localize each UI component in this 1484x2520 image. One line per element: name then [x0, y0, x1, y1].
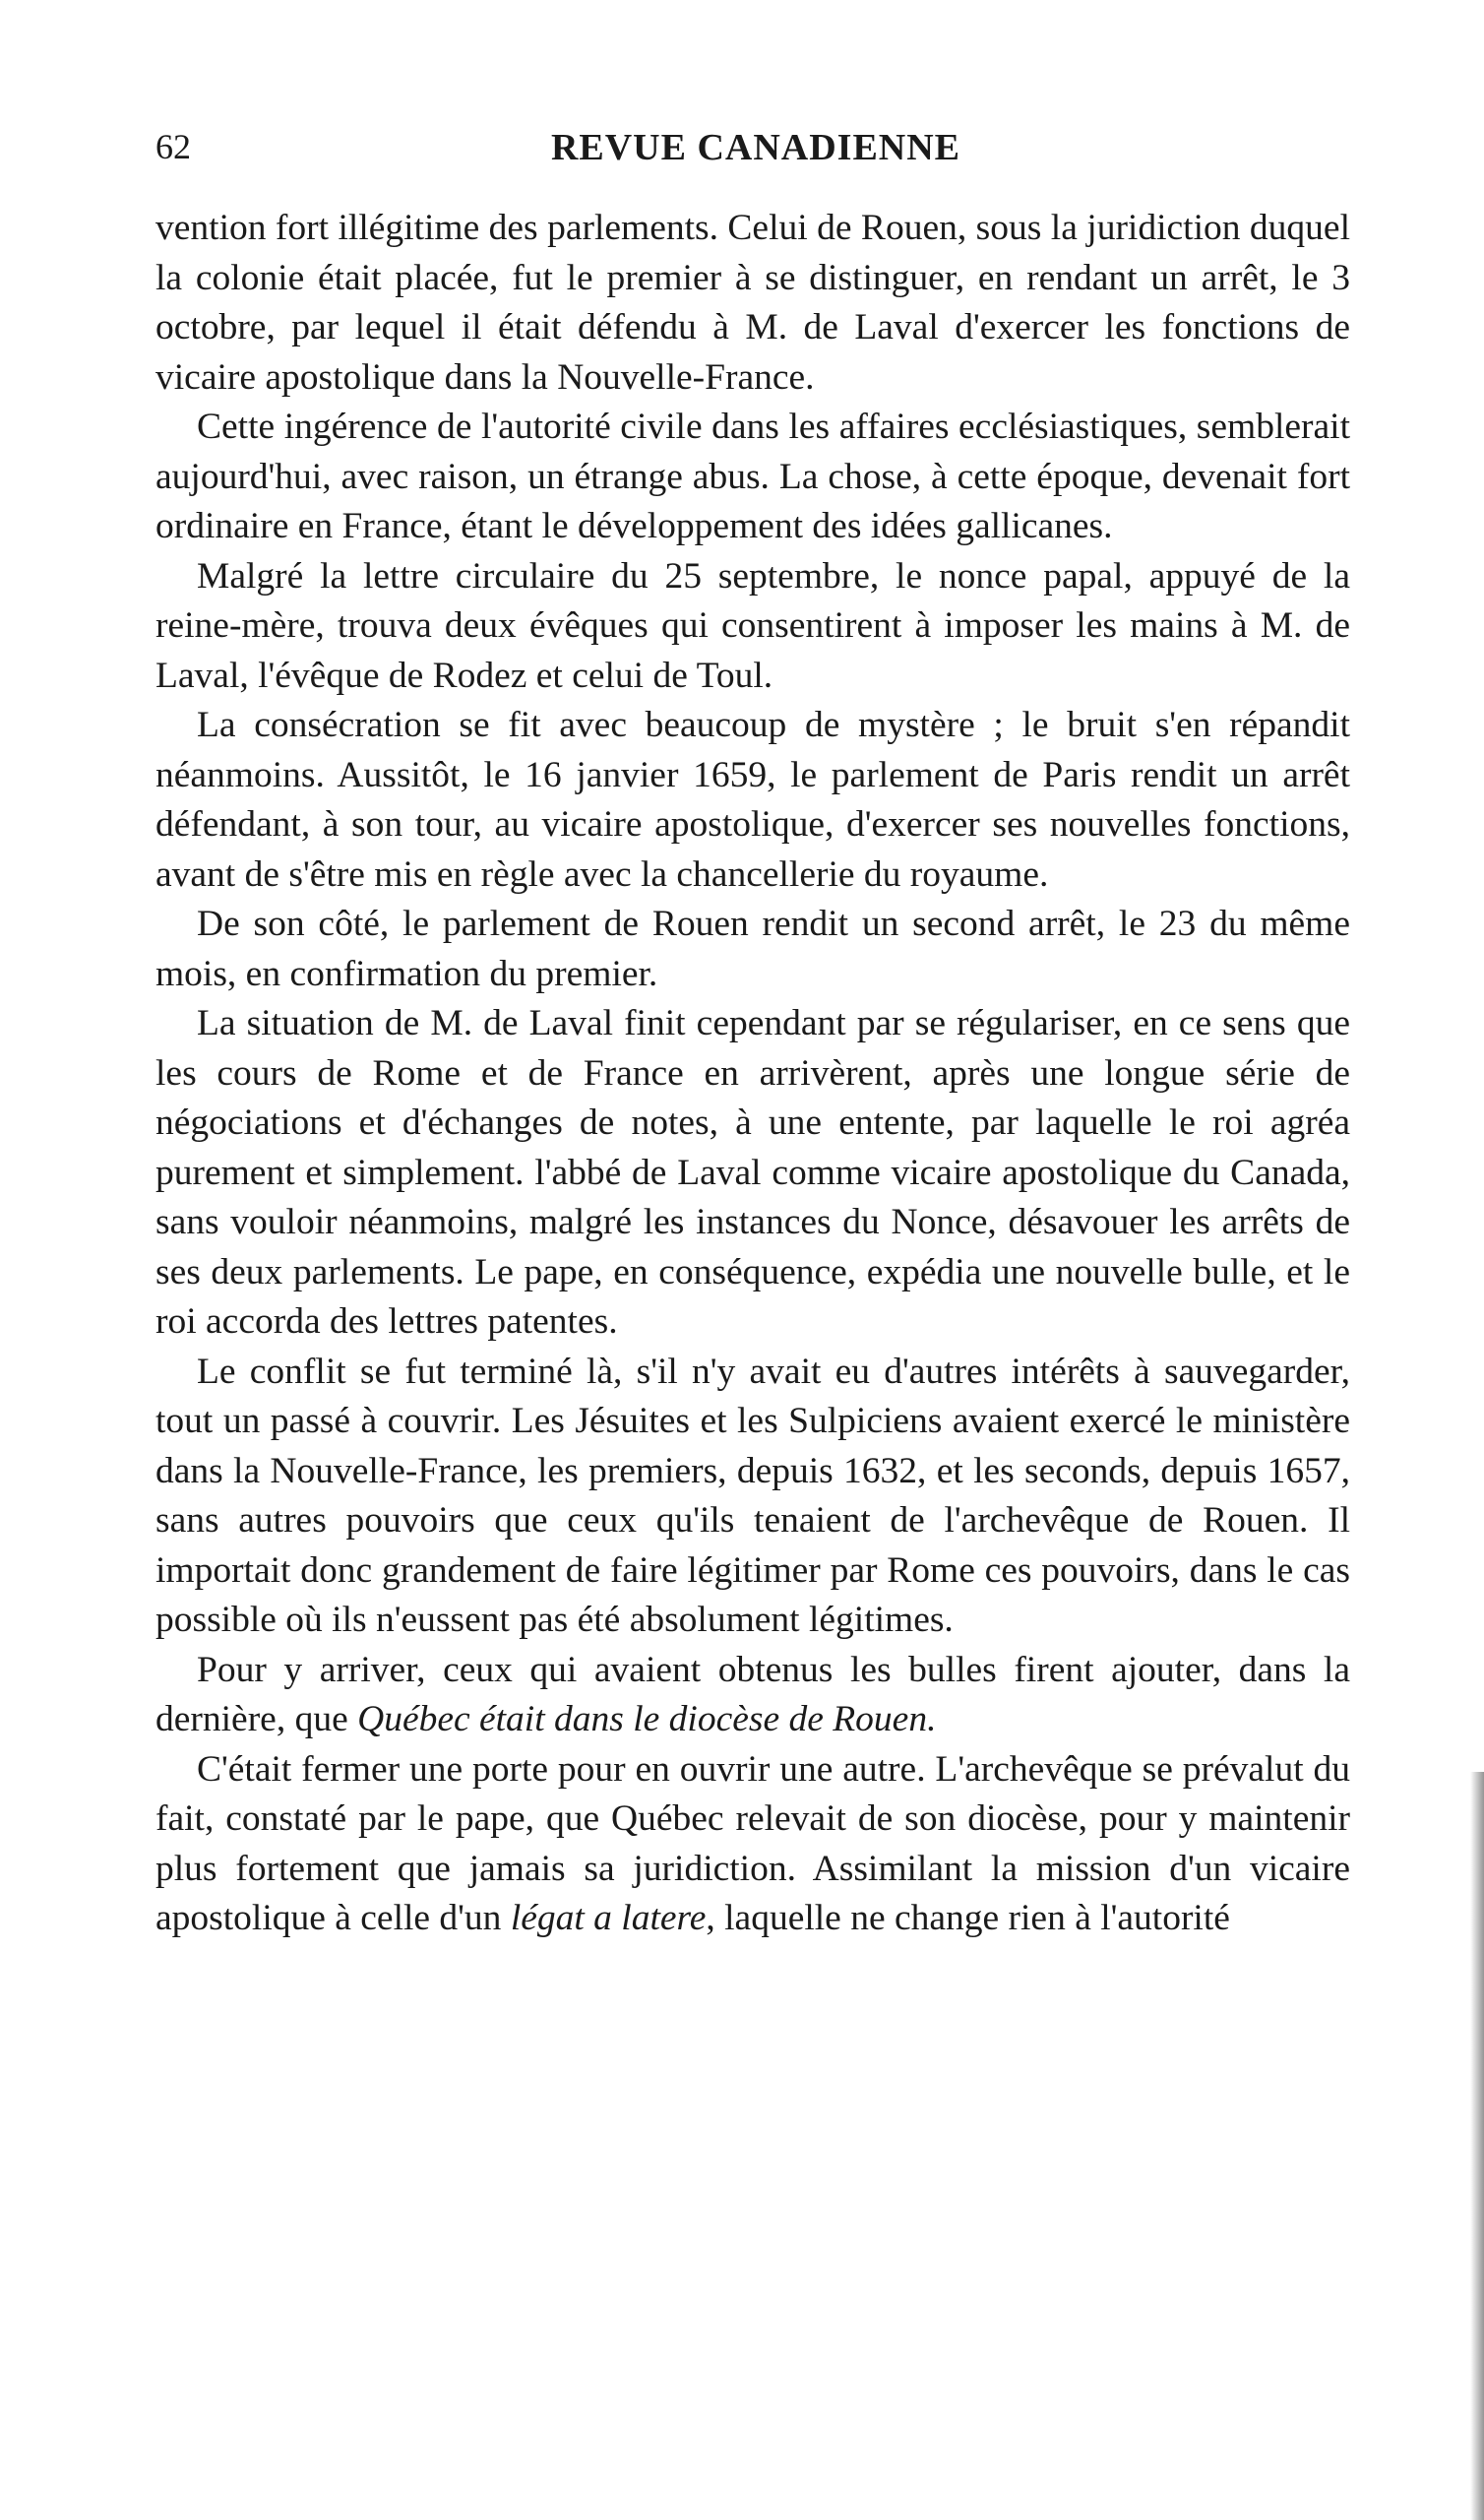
running-head — [155, 126, 1356, 173]
paragraph-text: Pour y arriver, ceux qui avaient obtenus les bulles firent ajouter, dans la dernière, que — [155, 1649, 1350, 1739]
paragraph-text: La situation de M. de Laval finit cependant par se régulariser, en ce sens que les cours de Rome et de France en arrivèrent, après une longue série de négociations et d'échanges de notes, à une entente, par laquelle le roi agréa purement et simplement. l'abbé de Laval comme vicaire apostolique du Canada, sans vouloir néanmoins, malgré les instances du Nonce, désavouer les arrêts de ses deux parlements. Le pape, en conséquence, expédia une nouvelle bulle, et le roi accorda des lettres patentes. — [155, 1003, 1350, 1342]
paragraph-7 — [155, 1348, 1350, 1646]
paragraph-5 — [155, 900, 1350, 999]
paragraph-8 — [155, 1646, 1350, 1745]
body-text — [155, 204, 1350, 1944]
paragraph-text: De son côté, le parlement de Rouen rendit un second arrêt, le 23 du même mois, en confirmation du premier. — [155, 904, 1350, 994]
paragraph-6 — [155, 999, 1350, 1348]
italic-phrase: Québec était dans le diocèse de Rouen. — [357, 1699, 937, 1739]
journal-title: REVUE CANADIENNE — [550, 127, 961, 168]
paragraph-text: La consécration se fit avec beaucoup de mystère ; le bruit s'en répandit néanmoins. Aussitôt, le 16 janvier 1659, le parlement de Paris rendit un arrêt défendant, à son tour, au vicaire apostolique, d'exercer ses nouvelles fonctions, avant de s'être mis en règle avec la chancellerie du royaume. — [155, 705, 1350, 895]
paragraph-3 — [155, 552, 1350, 702]
paragraph-text: C'était fermer une porte pour en ouvrir une autre. L'archevêque se prévalut du fait, constaté par le pape, que Québec relevait de son diocèse, pour y maintenir plus fortement que jamais sa juridiction. Assimilant la mission d'un vicaire apostolique à celle d'un — [155, 1748, 1350, 1938]
paragraph-text: Cette ingérence de l'autorité civile dans les affaires ecclésiastiques, semblerait aujourd'hui, avec raison, un étrange abus. La chose, à cette époque, devenait fort ordinaire en France, étant le développement des idées gallicanes. — [155, 407, 1350, 546]
paragraph-text: Malgré la lettre circulaire du 25 septembre, le nonce papal, appuyé de la reine-mère, trouva deux évêques qui consentirent à imposer les mains à M. de Laval, l'évêque de Rodez et celui de Toul. — [155, 555, 1350, 696]
paragraph-text: vention fort illégitime des parlements. Celui de Rouen, sous la juridiction duquel la colonie était placée, fut le premier à se distinguer, en rendant un arrêt, le 3 octobre, par lequel il était défendu à M. de Laval d'exercer les fonctions de vicaire apostolique dans la Nouvelle-France. — [155, 208, 1350, 398]
page-number: 62 — [155, 127, 191, 166]
paragraph-9 — [155, 1745, 1350, 1944]
paragraph-4 — [155, 701, 1350, 900]
paragraph-text: Le conflit se fut terminé là, s'il n'y avait eu d'autres intérêts à sauvegarder, tout un passé à couvrir. Les Jésuites et les Sulpiciens avaient exercé le ministère dans la Nouvelle-France, les premiers, depuis 1632, et les seconds, depuis 1657, sans autres pouvoirs que ceux qu'ils tenaient de l'archevêque de Rouen. Il importait donc grandement de faire légitimer par Rome ces pouvoirs, dans le cas possible où ils n'eussent pas été absolument légitimes. — [155, 1351, 1350, 1640]
paragraph-2 — [155, 403, 1350, 552]
page-edge-shadow — [1470, 1772, 1484, 2520]
paragraph-1 — [155, 204, 1350, 403]
paragraph-text: , laquelle ne change rien à l'autorité — [706, 1898, 1230, 1938]
italic-phrase: légat a latere — [510, 1898, 707, 1938]
